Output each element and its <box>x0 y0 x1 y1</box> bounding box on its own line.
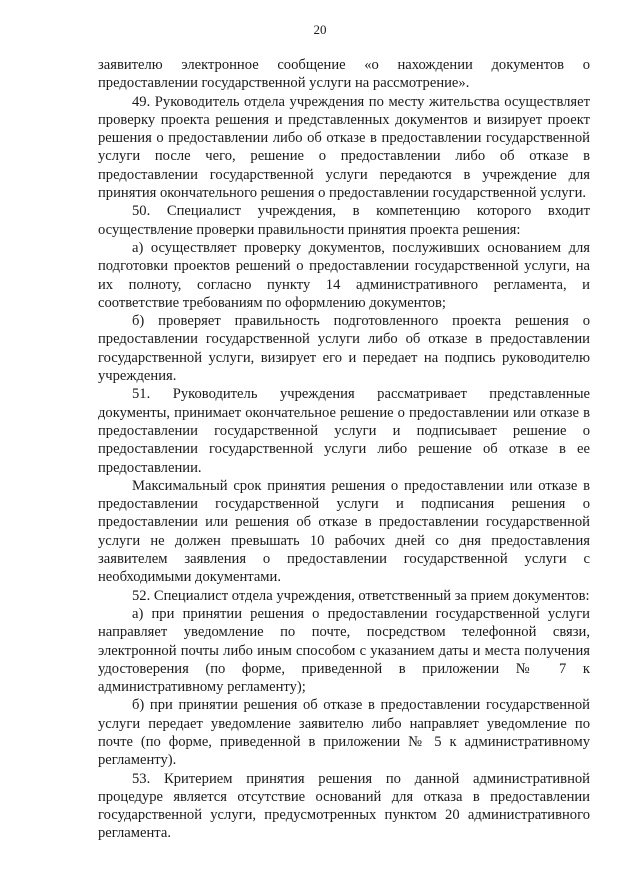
paragraph-50: 50. Специалист учреждения, в компетенцию которого входит осуществление проверки правильности принятия проекта решения: <box>98 203 590 238</box>
document-body <box>98 56 590 843</box>
paragraph-50-b: б) проверяет правильность подготовленного проекта решения о предоставлении государственной услуги либо об отказе в предоставлении государственной услуги, визирует его и передает на подпись руководителю учреждения. <box>98 313 590 385</box>
paragraph-50-a: а) осуществляет проверку документов, послуживших основанием для подготовки проектов решений о предоставлении государственной услуги, на их полноту, согласно пункту 14 административного регламента, и соответствие требованиям по оформлению документов; <box>98 239 590 311</box>
paragraph-52-b: б) при принятии решения об отказе в предоставлении государственной услуги передает уведомление заявителю либо направляет уведомление по почте (по форме, приведенной в приложении № 5 к административному регламенту). <box>98 697 590 769</box>
paragraph-52-a: а) при принятии решения о предоставлении государственной услуги направляет уведомление по почте, посредством телефонной связи, электронной почты либо иным способом с указанием даты и места получения удостоверения (по форме, приведенной в приложении № 7 к административному регламенту); <box>98 605 590 696</box>
paragraph-52: 52. Специалист отдела учреждения, ответственный за прием документов: <box>132 587 590 604</box>
paragraph-53: 53. Критерием принятия решения по данной административной процедуре является отсутствие оснований для отказа в предоставлении государственной услуги, предусмотренных пунктом 20 административного регламента. <box>98 770 590 842</box>
paragraph-49: 49. Руководитель отдела учреждения по месту жительства осуществляет проверку проекта решения и представленных документов и визирует проект решения о предоставлении либо об отказе в предоставлении государственной услуги после чего, решение о предоставлении либо об отказе в предоставлении государственной услуги передаются в учреждение для принятия окончательного решения о предоставлении государственной услуги. <box>98 93 590 202</box>
paragraph-51-deadline: Максимальный срок принятия решения о предоставлении или отказе в предоставлении государственной услуги и подписания решения о предоставлении или решения об отказе в предоставлении государственной услуги не должен превышать 10 рабочих дней со дня предоставления заявителем заявления о предоставлении государственной услуги с необходимыми документами. <box>98 477 590 586</box>
page-number: 20 <box>313 22 327 37</box>
paragraph-continuation: заявителю электронное сообщение «о нахождении документов о предоставлении государственной услуги на рассмотрение». <box>98 57 590 92</box>
paragraph-51: 51. Руководитель учреждения рассматривает представленные документы, принимает окончательное решение о предоставлении или отказе в предоставлении государственной услуги и подписывает решение о предоставлении государственной услуги либо решение об отказе в ее предоставлении. <box>98 386 590 476</box>
